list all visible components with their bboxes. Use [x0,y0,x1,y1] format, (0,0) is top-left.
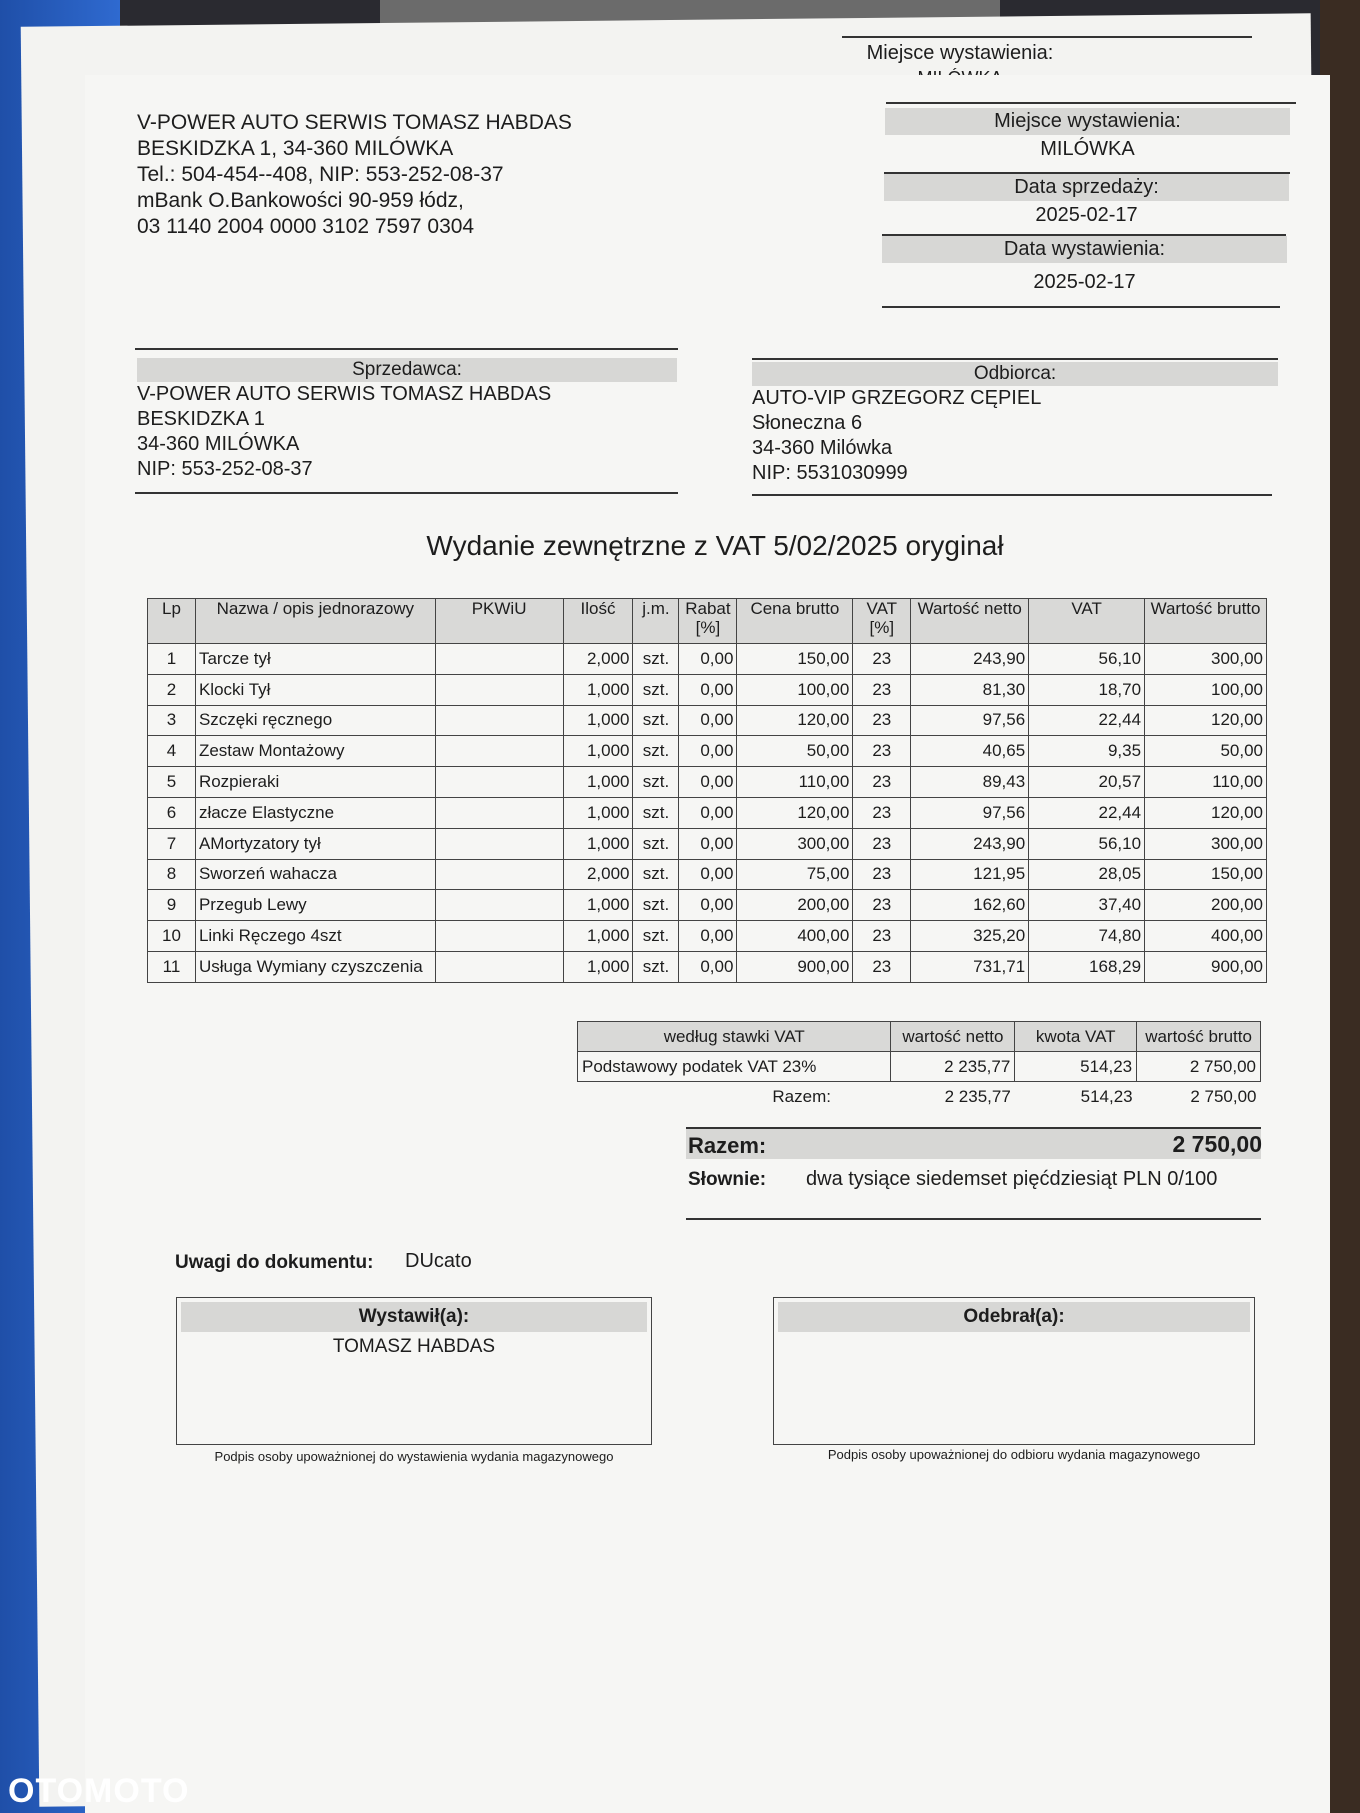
items-header-row [148,599,1267,644]
cell-gross-price: 150,00 [737,644,853,675]
vat-summary-header [578,1022,1261,1052]
vat-total-vat: 514,23 [1080,1086,1133,1106]
cell-vat-rate: 23 [853,921,911,952]
vat-summary-table [577,1021,1261,1112]
cell-vat: 22,44 [1029,705,1145,736]
vat-row-net: 2 235,77 [891,1052,1015,1082]
cell-lp: 2 [148,674,196,705]
col-gross-value: Wartość brutto [1145,599,1267,644]
cell-name: złacze Elastyczne [195,797,435,828]
seller-block [137,358,677,482]
cell-unit: szt. [633,859,679,890]
seller-label: Sprzedawca: [137,358,677,382]
cell-gross-value: 150,00 [1145,859,1267,890]
received-by-box [773,1297,1255,1445]
seller-line3: 34-360 MILÓWKA [137,433,300,455]
issuer-name: V-POWER AUTO SERWIS TOMASZ HABDAS [137,111,572,134]
cell-name: Linki Ręczego 4szt [195,921,435,952]
cell-net-value: 40,65 [911,736,1029,767]
cell-name: Klocki Tył [195,674,435,705]
total-value: 2 750,00 [1172,1131,1262,1157]
cell-qty: 1,000 [563,828,633,859]
table-row [148,767,1267,798]
col-vat-rate: VAT [%] [853,599,911,644]
cell-net-value: 243,90 [911,828,1029,859]
cell-discount: 0,00 [679,951,737,982]
cell-vat-rate: 23 [853,736,911,767]
cell-gross-value: 200,00 [1145,890,1267,921]
cell-gross-price: 120,00 [737,705,853,736]
cell-lp: 1 [148,644,196,675]
cell-gross-price: 110,00 [737,767,853,798]
issuer-contact: Tel.: 504-454--408, NIP: 553-252-08-37 [137,163,504,186]
cell-vat-rate: 23 [853,674,911,705]
document-title: Wydanie zewnętrzne z VAT 5/02/2025 oryginał [426,530,1004,561]
vat-row-label: Podstawowy podatek VAT 23% [578,1052,891,1082]
total-label: Razem: [688,1133,767,1158]
notes-value: DUcato [405,1250,472,1272]
cell-pkwiu [435,921,563,952]
issuer-block [137,110,572,240]
col-qty: Ilość [563,599,633,644]
cell-lp: 5 [148,767,196,798]
cell-qty: 1,000 [563,951,633,982]
col-unit: j.m. [633,599,679,644]
cell-gross-value: 110,00 [1145,767,1267,798]
place-of-issue [885,108,1290,161]
cell-vat-rate: 23 [853,890,911,921]
issued-by-box [176,1297,652,1445]
cell-lp: 6 [148,797,196,828]
cell-qty: 1,000 [563,767,633,798]
cell-pkwiu [435,736,563,767]
received-by-label: Odebrał(a): [778,1302,1250,1332]
vat-col-net: wartość netto [891,1022,1015,1052]
cell-net-value: 97,56 [911,705,1029,736]
cell-lp: 3 [148,705,196,736]
vat-total-gross: 2 750,00 [1190,1086,1257,1106]
cell-unit: szt. [633,921,679,952]
cell-net-value: 121,95 [911,859,1029,890]
cell-qty: 1,000 [563,736,633,767]
col-vat: VAT [1029,599,1145,644]
issue-date-value: 2025-02-17 [1033,271,1136,293]
cell-discount: 0,00 [679,890,737,921]
cell-lp: 8 [148,859,196,890]
cell-lp: 7 [148,828,196,859]
cell-pkwiu [435,859,563,890]
cell-unit: szt. [633,674,679,705]
vat-total-label: Razem: [772,1086,831,1106]
cell-qty: 1,000 [563,921,633,952]
cell-gross-price: 75,00 [737,859,853,890]
cell-discount: 0,00 [679,705,737,736]
table-row [148,736,1267,767]
cell-vat-rate: 23 [853,767,911,798]
cell-gross-value: 100,00 [1145,674,1267,705]
issued-by-caption: Podpis osoby upoważnionej do wystawienia wydania magazynowego [214,1449,614,1464]
vat-row-gross: 2 750,00 [1137,1052,1261,1082]
cell-qty: 2,000 [563,859,633,890]
col-gross-price: Cena brutto [737,599,853,644]
seller-line2: BESKIDZKA 1 [137,408,265,430]
cell-discount: 0,00 [679,797,737,828]
cell-pkwiu [435,951,563,982]
cell-gross-price: 50,00 [737,736,853,767]
cell-discount: 0,00 [679,674,737,705]
cell-gross-value: 120,00 [1145,797,1267,828]
cell-discount: 0,00 [679,767,737,798]
cell-qty: 2,000 [563,644,633,675]
cell-vat: 28,05 [1029,859,1145,890]
col-discount: Rabat [%] [679,599,737,644]
cell-discount: 0,00 [679,736,737,767]
cell-net-value: 97,56 [911,797,1029,828]
col-name: Nazwa / opis jednorazowy [195,599,435,644]
cell-gross-value: 300,00 [1145,644,1267,675]
seller-line1: V-POWER AUTO SERWIS TOMASZ HABDAS [137,383,552,405]
cell-vat: 18,70 [1029,674,1145,705]
cell-gross-value: 300,00 [1145,828,1267,859]
table-row [148,921,1267,952]
cell-discount: 0,00 [679,921,737,952]
cell-name: Sworzeń wahacza [195,859,435,890]
in-words-label: Słownie: [688,1169,767,1190]
cell-lp: 10 [148,921,196,952]
vat-summary-row [578,1052,1261,1082]
cell-qty: 1,000 [563,890,633,921]
issuer-bank: mBank O.Bankowości 90-959 łódz, [137,189,464,212]
cell-net-value: 731,71 [911,951,1029,982]
cell-discount: 0,00 [679,859,737,890]
buyer-block [752,362,1278,486]
cell-gross-value: 50,00 [1145,736,1267,767]
vat-summary-total [578,1082,1261,1112]
cell-gross-price: 200,00 [737,890,853,921]
cell-gross-value: 400,00 [1145,921,1267,952]
sale-date-value: 2025-02-17 [1035,204,1138,226]
buyer-line4: NIP: 5531030999 [752,462,908,484]
cell-vat: 74,80 [1029,921,1145,952]
cell-vat-rate: 23 [853,705,911,736]
col-net-value: Wartość netto [911,599,1029,644]
issuer-address: BESKIDZKA 1, 34-360 MILÓWKA [137,137,454,160]
sale-date-label: Data sprzedaży: [884,174,1289,201]
cell-vat-rate: 23 [853,951,911,982]
cell-pkwiu [435,890,563,921]
vat-row-vat: 514,23 [1015,1052,1137,1082]
cell-gross-value: 120,00 [1145,705,1267,736]
table-row [148,797,1267,828]
sale-date [884,174,1289,227]
cell-gross-price: 120,00 [737,797,853,828]
in-words-value: dwa tysiące siedemset pięćdziesiąt PLN 0/100 [806,1168,1218,1190]
cell-unit: szt. [633,890,679,921]
cell-unit: szt. [633,736,679,767]
cell-name: Przegub Lewy [195,890,435,921]
col-lp: Lp [148,599,196,644]
cell-net-value: 89,43 [911,767,1029,798]
cell-gross-price: 900,00 [737,951,853,982]
table-row [148,674,1267,705]
otomoto-watermark: OTOMOTO [8,1772,190,1810]
cell-vat: 168,29 [1029,951,1145,982]
vat-col-vat: kwota VAT [1015,1022,1137,1052]
cell-vat-rate: 23 [853,828,911,859]
cell-unit: szt. [633,767,679,798]
cell-pkwiu [435,767,563,798]
cell-unit: szt. [633,828,679,859]
buyer-line3: 34-360 Milówka [752,437,893,459]
cell-vat: 56,10 [1029,828,1145,859]
issue-date-label: Data wystawienia: [882,236,1287,263]
cell-gross-value: 900,00 [1145,951,1267,982]
cell-discount: 0,00 [679,828,737,859]
place-value: MILÓWKA [1040,138,1135,160]
cell-pkwiu [435,644,563,675]
vat-col-gross: wartość brutto [1137,1022,1261,1052]
cell-pkwiu [435,674,563,705]
table-row [148,644,1267,675]
cell-qty: 1,000 [563,705,633,736]
vat-col-rate: według stawki VAT [578,1022,891,1052]
cell-name: Tarcze tył [195,644,435,675]
place-label: Miejsce wystawienia: [885,108,1290,135]
cell-pkwiu [435,797,563,828]
notes-label: Uwagi do dokumentu: [175,1252,374,1273]
back-place-label: Miejsce wystawienia: [866,42,1054,64]
cell-vat-rate: 23 [853,644,911,675]
cell-unit: szt. [633,705,679,736]
cell-lp: 11 [148,951,196,982]
cell-qty: 1,000 [563,797,633,828]
cell-qty: 1,000 [563,674,633,705]
cell-vat: 20,57 [1029,767,1145,798]
table-row [148,705,1267,736]
cell-unit: szt. [633,797,679,828]
cell-net-value: 81,30 [911,674,1029,705]
cell-name: Zestaw Montażowy [195,736,435,767]
cell-lp: 9 [148,890,196,921]
cell-vat: 37,40 [1029,890,1145,921]
col-pkwiu: PKWiU [435,599,563,644]
table-row [148,890,1267,921]
table-row [148,828,1267,859]
issue-date [882,236,1287,294]
issued-by-label: Wystawił(a): [181,1302,647,1332]
cell-unit: szt. [633,951,679,982]
cell-vat: 56,10 [1029,644,1145,675]
cell-name: Szczęki ręcznego [195,705,435,736]
cell-gross-price: 300,00 [737,828,853,859]
vat-total-net: 2 235,77 [944,1086,1011,1106]
seller-line4: NIP: 553-252-08-37 [137,458,313,480]
issuer-account: 03 1140 2004 0000 3102 7597 0304 [137,215,475,238]
cell-name: Usługa Wymiany czyszczenia [195,951,435,982]
items-table [147,598,1267,983]
issued-by-name: TOMASZ HABDAS [332,1336,496,1357]
cell-net-value: 325,20 [911,921,1029,952]
table-row [148,859,1267,890]
received-by-caption: Podpis osoby upoważnionej do odbioru wydania magazynowego [827,1447,1201,1462]
buyer-line2: Słoneczna 6 [752,412,863,434]
back-sheet-rule [842,36,1252,38]
cell-net-value: 162,60 [911,890,1029,921]
cell-name: Rozpieraki [195,767,435,798]
cell-vat-rate: 23 [853,797,911,828]
cell-net-value: 243,90 [911,644,1029,675]
buyer-label: Odbiorca: [752,362,1278,386]
cell-unit: szt. [633,644,679,675]
cell-gross-price: 400,00 [737,921,853,952]
cell-name: AMortyzatory tył [195,828,435,859]
buyer-line1: AUTO-VIP GRZEGORZ CĘPIEL [752,387,1042,409]
cell-vat: 9,35 [1029,736,1145,767]
table-row [148,951,1267,982]
cell-vat: 22,44 [1029,797,1145,828]
cell-pkwiu [435,705,563,736]
cell-pkwiu [435,828,563,859]
cell-gross-price: 100,00 [737,674,853,705]
cell-lp: 4 [148,736,196,767]
cell-vat-rate: 23 [853,859,911,890]
cell-discount: 0,00 [679,644,737,675]
